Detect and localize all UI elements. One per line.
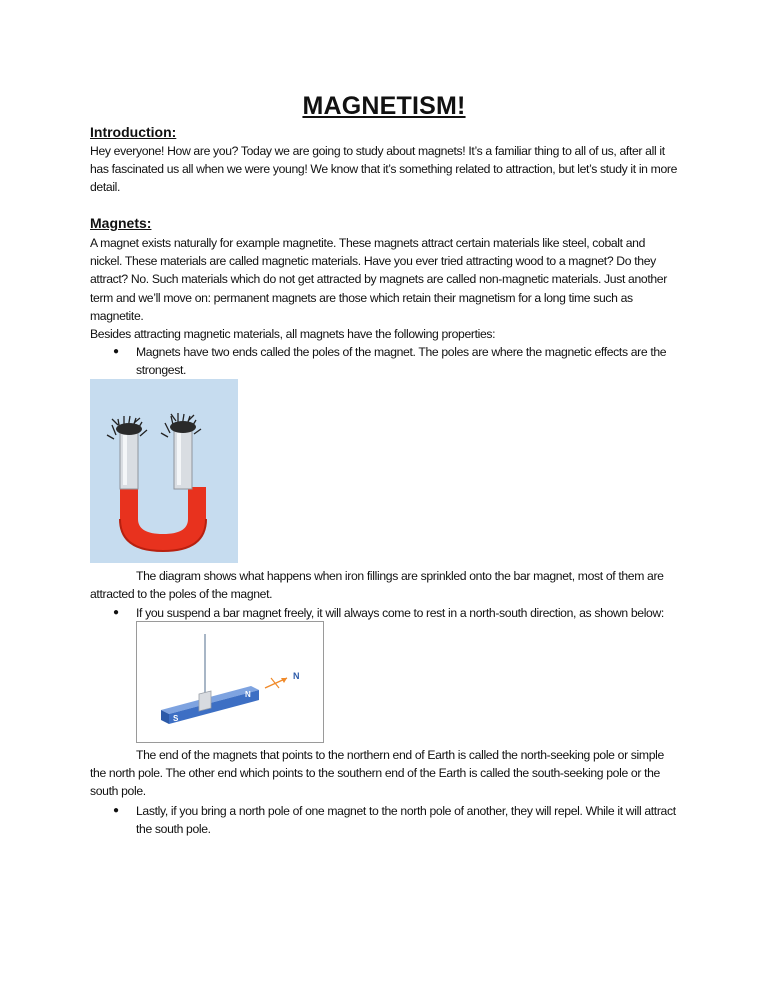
magnets-heading: Magnets: (90, 215, 152, 231)
bullet-icon: ● (113, 805, 119, 816)
text-line: The end of the magnets that points to the northern end of Earth is called the north-seeking pole or simple (136, 748, 664, 762)
text-line: strongest. (136, 363, 187, 378)
horseshoe-magnet-image (90, 379, 238, 563)
text-line: nickel. These materials are called magnetic materials. Have you ever tried attracting wood to a magnet? Do they (90, 254, 656, 269)
text-line: detail. (90, 180, 121, 195)
figure1-caption-continued (90, 585, 690, 603)
text-line: Magnets have two ends called the poles of the magnet. The poles are where the magnetic effects are the (136, 345, 667, 359)
page-title: MAGNETISM! (302, 92, 466, 120)
list-item (90, 343, 690, 379)
text-line: south pole. (90, 784, 146, 799)
magnet-clamp (199, 691, 211, 711)
magnet-pole-left (120, 431, 138, 489)
suspended-magnet-figure (136, 621, 324, 743)
pole-s-label: S (173, 714, 179, 723)
list-item (90, 604, 690, 622)
north-direction-label: N (293, 671, 300, 681)
figure2-caption-continued (90, 764, 690, 800)
text-line: Besides attracting magnetic materials, all magnets have the following properties: (90, 327, 496, 342)
magnet-pole-right (174, 429, 192, 489)
text-line: A magnet exists naturally for example magnetite. These magnets attract certain materials like steel, cobalt and (90, 236, 646, 250)
text-line: The diagram shows what happens when iron fillings are sprinkled onto the bar magnet, most of them are (136, 569, 664, 583)
pole-n-label: N (245, 690, 251, 699)
introduction-paragraph (90, 142, 690, 197)
bullet-icon: ● (113, 607, 119, 618)
figure2-caption (90, 746, 690, 764)
text-line: term and we’ll move on: permanent magnets are those which retain their magnetism for a long time such as (90, 290, 633, 305)
list-item (90, 802, 690, 838)
text-line: Hey everyone! How are you? Today we are going to study about magnets! It’s a familiar thing to all of us, after all it (90, 144, 665, 158)
suspended-magnet-diagram (137, 622, 323, 742)
text-line: If you suspend a bar magnet freely, it will always come to rest in a north-south direction, as shown below: (136, 606, 664, 620)
figure1-caption (90, 567, 690, 585)
cross-mark-icon (271, 678, 279, 688)
text-line: Lastly, if you bring a north pole of one magnet to the north pole of another, they will repel. While it will attract (136, 804, 676, 818)
text-line: has fascinated us all when we were young! We know that it’s something related to attraction, but let’s study it in more (90, 162, 678, 177)
introduction-heading: Introduction: (90, 124, 177, 140)
text-line: the north pole. The other end which points to the southern end of the Earth is called the south-seeking pole or the (90, 766, 660, 780)
text-line: attract? No. Such materials which do not get attracted by magnets are called non-magnetic materials. Just another (90, 272, 667, 287)
bullet-icon: ● (113, 346, 119, 357)
magnets-paragraph (90, 234, 690, 343)
text-line: attracted to the poles of the magnet. (90, 587, 273, 601)
text-line: magnetite. (90, 308, 144, 323)
text-line: the south pole. (136, 822, 211, 837)
